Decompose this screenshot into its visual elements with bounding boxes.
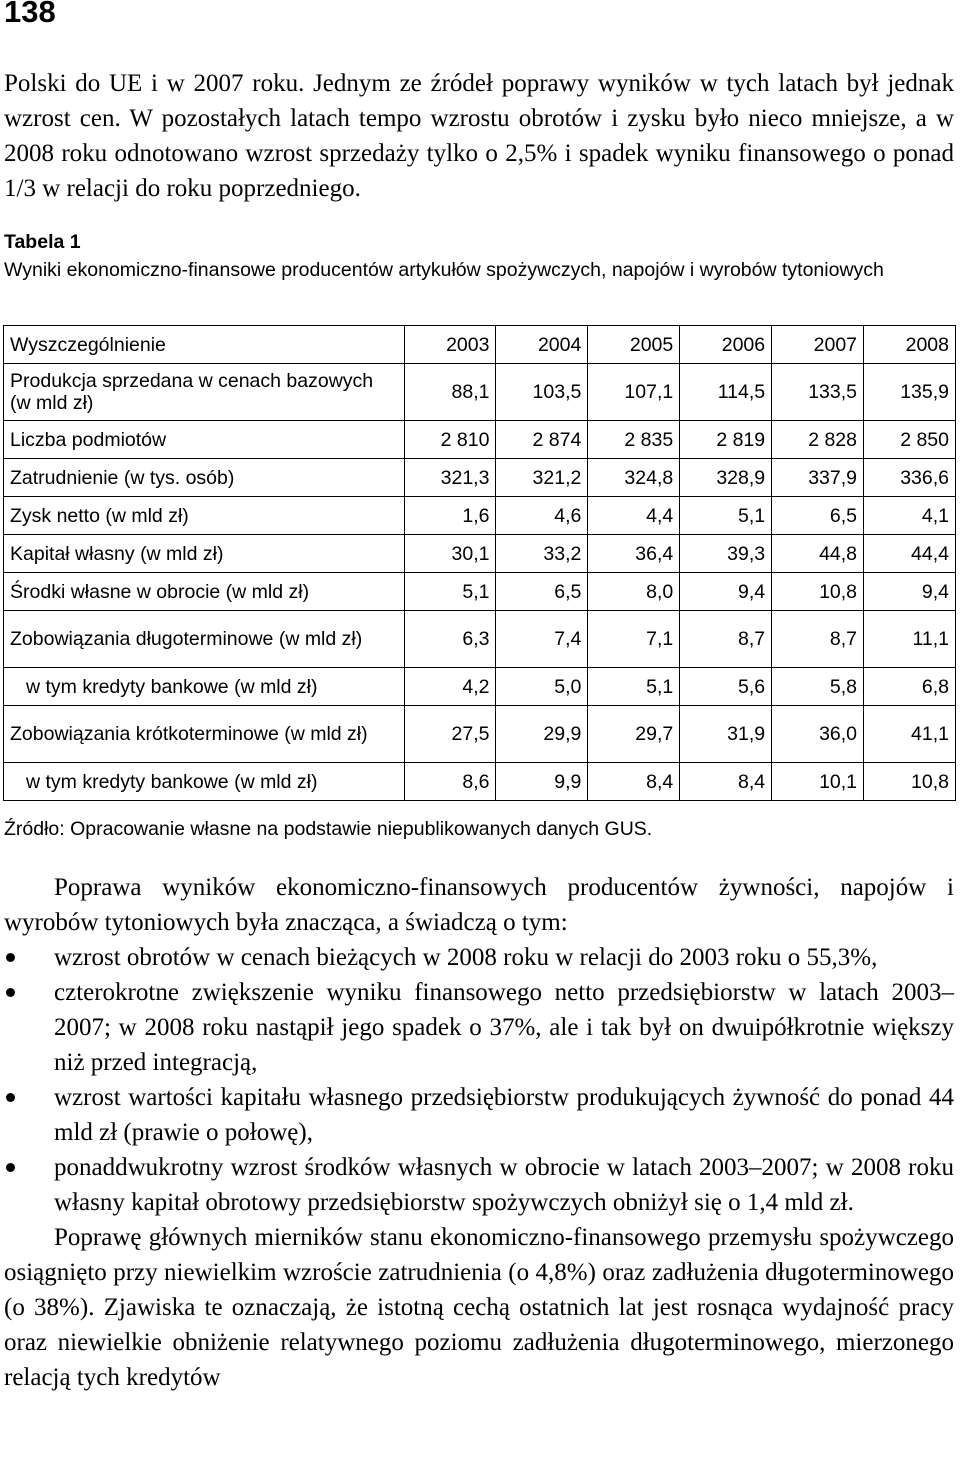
- cell-value: 2 828: [772, 421, 864, 459]
- table-source: Źródło: Opracowanie własne na podstawie niepublikowanych danych GUS.: [4, 818, 653, 840]
- row-label: Liczba podmiotów: [4, 421, 405, 459]
- cell-value: 107,1: [588, 364, 680, 421]
- cell-value: 33,2: [496, 535, 588, 573]
- table-label: Tabela 1: [4, 231, 81, 253]
- cell-value: 9,4: [864, 573, 956, 611]
- header-year: 2003: [404, 326, 496, 364]
- cell-value: 8,0: [588, 573, 680, 611]
- cell-value: 7,4: [496, 611, 588, 668]
- bullet-item: wzrost obrotów w cenach bieżących w 2008 roku w relacji do 2003 roku o 55,3%,: [4, 940, 954, 975]
- cell-value: 4,4: [588, 497, 680, 535]
- cell-value: 321,2: [496, 459, 588, 497]
- cell-value: 8,4: [680, 763, 772, 801]
- cell-value: 39,3: [680, 535, 772, 573]
- cell-value: 6,3: [404, 611, 496, 668]
- cell-value: 11,1: [864, 611, 956, 668]
- cell-value: 7,1: [588, 611, 680, 668]
- cell-value: 9,9: [496, 763, 588, 801]
- page-number: 138: [4, 0, 56, 29]
- row-label: Zobowiązania krótkoterminowe (w mld zł): [4, 706, 405, 763]
- cell-value: 44,4: [864, 535, 956, 573]
- cell-value: 6,8: [864, 668, 956, 706]
- cell-value: 5,0: [496, 668, 588, 706]
- row-label: Środki własne w obrocie (w mld zł): [4, 573, 405, 611]
- cell-value: 41,1: [864, 706, 956, 763]
- table-caption: [4, 228, 954, 284]
- table-row: [4, 459, 956, 497]
- row-label: Zobowiązania długoterminowe (w mld zł): [4, 611, 405, 668]
- intro-paragraph: Polski do UE i w 2007 roku. Jednym ze źródeł poprawy wyników w tych latach był jednak wzrost cen. W pozostałych latach tempo wzrostu obrotów i zysku było nieco mniejsze, a w 2008 roku odnotowano wzrost sprzedaży tylko o 2,5% i spadek wyniku finansowego o ponad 1/3 w relacji do roku poprzedniego.: [4, 70, 954, 202]
- cell-value: 5,1: [680, 497, 772, 535]
- row-label: w tym kredyty bankowe (w mld zł): [4, 668, 405, 706]
- row-label: Zatrudnienie (w tys. osób): [4, 459, 405, 497]
- cell-value: 321,3: [404, 459, 496, 497]
- cell-value: 337,9: [772, 459, 864, 497]
- cell-value: 4,6: [496, 497, 588, 535]
- table-row: [4, 535, 956, 573]
- bullet-item: wzrost wartości kapitału własnego przedsiębiorstw produkujących żywność do ponad 44 mld zł (prawie o połowę),: [4, 1080, 954, 1150]
- cell-value: 135,9: [864, 364, 956, 421]
- cell-value: 36,0: [772, 706, 864, 763]
- cell-value: 4,1: [864, 497, 956, 535]
- cell-value: 2 819: [680, 421, 772, 459]
- table-row: [4, 497, 956, 535]
- cell-value: 27,5: [404, 706, 496, 763]
- table-row: [4, 421, 956, 459]
- cell-value: 2 850: [864, 421, 956, 459]
- cell-value: 10,8: [864, 763, 956, 801]
- cell-value: 5,1: [588, 668, 680, 706]
- header-year: 2008: [864, 326, 956, 364]
- cell-value: 29,9: [496, 706, 588, 763]
- bullet-list: [4, 940, 954, 1220]
- cell-value: 10,1: [772, 763, 864, 801]
- cell-value: 5,6: [680, 668, 772, 706]
- cell-value: 328,9: [680, 459, 772, 497]
- header-label: Wyszczególnienie: [4, 326, 405, 364]
- body-text: [4, 870, 954, 1395]
- cell-value: 8,7: [680, 611, 772, 668]
- cell-value: 8,7: [772, 611, 864, 668]
- cell-value: 103,5: [496, 364, 588, 421]
- header-year: 2006: [680, 326, 772, 364]
- bullet-item: ponaddwukrotny wzrost środków własnych w obrocie w latach 2003–2007; w 2008 roku własny kapitał obrotowy przedsiębiorstw spożywczych obniżył się o 1,4 mld zł.: [4, 1150, 954, 1220]
- cell-value: 10,8: [772, 573, 864, 611]
- table-row: [4, 763, 956, 801]
- cell-value: 114,5: [680, 364, 772, 421]
- table-row: [4, 668, 956, 706]
- header-year: 2007: [772, 326, 864, 364]
- row-label: w tym kredyty bankowe (w mld zł): [4, 763, 405, 801]
- row-label: Kapitał własny (w mld zł): [4, 535, 405, 573]
- table-row: [4, 706, 956, 763]
- header-year: 2004: [496, 326, 588, 364]
- table-row: [4, 611, 956, 668]
- results-table: [3, 325, 956, 801]
- cell-value: 2 810: [404, 421, 496, 459]
- cell-value: 6,5: [496, 573, 588, 611]
- cell-value: 324,8: [588, 459, 680, 497]
- row-label: Zysk netto (w mld zł): [4, 497, 405, 535]
- cell-value: 30,1: [404, 535, 496, 573]
- cell-value: 44,8: [772, 535, 864, 573]
- cell-value: 2 835: [588, 421, 680, 459]
- cell-value: 336,6: [864, 459, 956, 497]
- cell-value: 8,4: [588, 763, 680, 801]
- cell-value: 29,7: [588, 706, 680, 763]
- table-row: [4, 573, 956, 611]
- cell-value: 4,2: [404, 668, 496, 706]
- cell-value: 88,1: [404, 364, 496, 421]
- bullet-item: czterokrotne zwiększenie wyniku finansowego netto przedsiębiorstw w latach 2003–2007; w 2008 roku nastąpił jego spadek o 37%, ale i tak był on dwuipółkrotnie większy niż przed integracją,: [4, 975, 954, 1080]
- body-paragraph: Poprawę głównych mierników stanu ekonomiczno-finansowego przemysłu spożywczego osiągnięto przy niewielkim wzroście zatrudnienia (o 4,8%) oraz zadłużenia długoterminowego (o 38%). Zjawiska te oznaczają, że istotną cechą ostatnich lat jest rosnąca wydajność pracy oraz niewielkie obniżenie relatywnego poziomu zadłużenia długoterminowego, mierzonego relacją tych kredytów: [4, 1224, 954, 1391]
- row-label: Produkcja sprzedana w cenach bazowych (w mld zł): [4, 364, 405, 421]
- body-paragraph: Poprawa wyników ekonomiczno-finansowych producentów żywności, napojów i wyrobów tytoniowych była znacząca, a świadczą o tym:: [4, 874, 954, 936]
- cell-value: 1,6: [404, 497, 496, 535]
- cell-value: 9,4: [680, 573, 772, 611]
- header-year: 2005: [588, 326, 680, 364]
- table-header-row: [4, 326, 956, 364]
- cell-value: 2 874: [496, 421, 588, 459]
- table-row: [4, 364, 956, 421]
- table-title: Wyniki ekonomiczno-finansowe producentów artykułów spożywczych, napojów i wyrobów tytoniowych: [4, 259, 884, 281]
- cell-value: 36,4: [588, 535, 680, 573]
- cell-value: 5,8: [772, 668, 864, 706]
- cell-value: 31,9: [680, 706, 772, 763]
- cell-value: 5,1: [404, 573, 496, 611]
- cell-value: 8,6: [404, 763, 496, 801]
- cell-value: 6,5: [772, 497, 864, 535]
- cell-value: 133,5: [772, 364, 864, 421]
